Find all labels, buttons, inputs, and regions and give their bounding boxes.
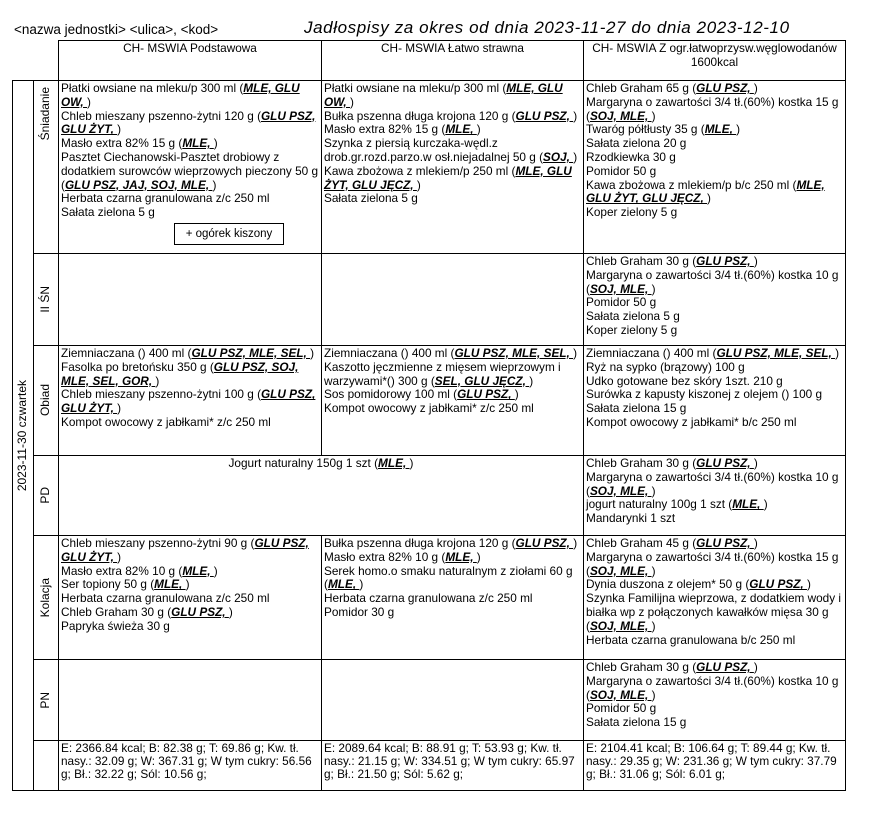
menu-item-close: ) xyxy=(835,346,840,360)
menu-item-close: ) xyxy=(753,254,758,268)
allergen-codes: SOJ, MLE, xyxy=(589,108,652,123)
menu-item-close: ) xyxy=(651,483,656,498)
allergen-codes: GLU PSZ, xyxy=(696,254,754,268)
column-header: CH- MSWIA Podstawowa xyxy=(59,41,322,81)
meal-label: II ŚN xyxy=(38,286,53,313)
menu-item-text: Bułka pszenna długa krojona 120 g ( xyxy=(324,108,516,123)
meal-label-cell xyxy=(34,660,59,741)
menu-item-close: ) xyxy=(416,177,421,192)
menu-item xyxy=(61,606,319,620)
menu-item-text: Fasolka po bretońsku 350 g ( xyxy=(61,359,214,374)
menu-item-text: Chleb mieszany pszenno-żytni 100 g ( xyxy=(61,387,261,402)
menu-item xyxy=(586,537,843,551)
allergen-codes: GLU PSZ, xyxy=(696,536,754,550)
allergen-codes: GLU PSZ, xyxy=(171,604,229,619)
menu-items xyxy=(586,82,843,220)
unit-header: <nazwa jednostki> <ulica>, <kod> xyxy=(14,22,219,37)
menu-item-text: Surówka z kapusty kiszonej z olejem () 100 g xyxy=(586,387,823,402)
menu-item xyxy=(61,592,319,606)
menu-cell xyxy=(322,81,584,254)
menu-item-text: Chleb Graham 65 g ( xyxy=(586,81,697,95)
menu-item-text: Ziemniaczana () 400 ml ( xyxy=(586,346,717,360)
menu-item xyxy=(586,661,843,675)
menu-item xyxy=(586,675,843,703)
meal-row-afternoon-snack xyxy=(13,456,846,536)
menu-item-text: Sos pomidorowy 100 ml ( xyxy=(324,387,458,402)
menu-item xyxy=(586,498,843,512)
menu-item-text: Płatki owsiane na mleku/p 300 ml ( xyxy=(324,81,507,95)
menu-item xyxy=(586,702,843,716)
meal-label-cell xyxy=(34,81,59,254)
menu-items xyxy=(324,82,581,206)
menu-item-text: Sałata zielona 20 g xyxy=(586,136,687,151)
menu-item xyxy=(324,551,581,565)
allergen-codes: MLE, xyxy=(704,122,737,137)
menu-item-close: ) xyxy=(213,136,218,151)
menu-item-merged: Jogurt naturalny 150g 1 szt (MLE, ) xyxy=(228,456,414,470)
menu-item xyxy=(61,620,319,634)
menu-item xyxy=(586,151,843,165)
allergen-codes: GLU PSZ, xyxy=(696,81,754,95)
menu-item-text: Sałata zielona 15 g xyxy=(586,401,687,416)
menu-item-close: ) xyxy=(117,122,122,137)
menu-item-text: Szynka Familijna wieprzowa, z dodatkiem wody i białka wp z połączonych kawałków mięsa 30 g ( xyxy=(586,591,842,633)
menu-item-close: ) xyxy=(350,94,354,109)
menu-item xyxy=(586,269,843,297)
menu-item-close: ) xyxy=(359,577,364,592)
menu-item xyxy=(324,592,581,606)
allergen-codes: GLU PSZ, SOJ, MLE, SEL, GOR, xyxy=(61,359,299,388)
menu-cell xyxy=(59,660,322,741)
menu-item-text: Herbata czarna granulowana b/c 250 ml xyxy=(586,632,796,647)
allergen-codes: SOJ, MLE, xyxy=(589,281,652,296)
menu-item-text: Herbata czarna granulowana z/c 250 ml xyxy=(61,191,270,206)
menu-item-text: Koper zielony 5 g xyxy=(586,322,678,337)
menu-item xyxy=(61,537,319,565)
menu-item-text: Twaróg półtłusty 35 g ( xyxy=(586,122,705,137)
allergen-codes: GLU PSZ, MLE, SEL, xyxy=(191,346,311,360)
allergen-codes: MLE, xyxy=(182,563,214,578)
menu-item-text: Chleb Graham 30 g ( xyxy=(586,660,697,674)
menu-item-close: ) xyxy=(753,536,758,550)
header-empty-cell xyxy=(13,41,59,81)
menu-item-close: ) xyxy=(213,563,218,578)
menu-item-text: Chleb Graham 30 g ( xyxy=(61,604,172,619)
menu-items xyxy=(586,537,843,647)
menu-item-close: ) xyxy=(476,549,481,564)
menu-item xyxy=(586,592,843,633)
menu-item xyxy=(324,606,581,620)
meal-label: Kolacja xyxy=(38,577,53,618)
menu-item xyxy=(586,82,843,96)
menu-item-close: ) xyxy=(212,177,217,192)
menu-item-text: Chleb Graham 30 g ( xyxy=(586,456,697,470)
menu-item-close: ) xyxy=(185,577,190,592)
menu-item-close: ) xyxy=(736,122,741,137)
menu-item-close: ) xyxy=(228,604,233,619)
date-cell xyxy=(13,81,34,791)
menu-items xyxy=(61,82,319,220)
menu-item-text: Masło extra 82% 15 g ( xyxy=(324,122,446,137)
menu-item-text: Herbata czarna granulowana z/c 250 ml xyxy=(61,591,270,606)
allergen-codes: MLE, xyxy=(732,497,764,512)
menu-cell xyxy=(322,660,584,741)
date-label: 2023-11-30 czwartek xyxy=(15,379,30,492)
menu-item xyxy=(586,179,843,207)
meal-row-dinner xyxy=(13,536,846,660)
menu-item-text: Rzodkiewka 30 g xyxy=(586,149,676,164)
menu-item-close: ) xyxy=(707,191,711,206)
menu-item xyxy=(586,123,843,137)
menu-item-text: Margaryna o zawartości 3/4 tł.(60%) kostka 10 g ( xyxy=(586,673,839,702)
menu-cell xyxy=(322,254,584,346)
handwritten-note-box: + ogórek kiszony xyxy=(174,223,284,245)
allergen-codes: GLU PSZ, xyxy=(749,577,807,592)
menu-item-text: Papryka świeża 30 g xyxy=(61,618,170,633)
menu-item-close: ) xyxy=(651,108,656,123)
menu-item xyxy=(324,137,581,165)
meal-label-cell xyxy=(34,346,59,456)
menu-cell xyxy=(584,346,846,456)
menu-item-text: Masło extra 82% 15 g ( xyxy=(61,136,183,151)
menu-item xyxy=(586,255,843,269)
menu-item xyxy=(61,82,319,110)
menu-item-text: Mandarynki 1 szt xyxy=(586,511,676,526)
menu-item-text: Koper zielony 5 g xyxy=(586,205,678,220)
menu-item xyxy=(324,388,581,402)
menu-item xyxy=(324,565,581,593)
allergen-codes: SEL, GLU JĘCZ, xyxy=(434,373,530,388)
allergen-codes: GLU PSZ, xyxy=(457,387,515,402)
menu-item-text: Chleb Graham 45 g ( xyxy=(586,536,697,550)
menu-item-close: ) xyxy=(573,149,578,164)
menu-item-close: ) xyxy=(529,373,534,388)
menu-item-text: Dynia duszona z olejem* 50 g ( xyxy=(586,577,750,592)
meal-label-cell xyxy=(34,536,59,660)
menu-item xyxy=(586,551,843,579)
menu-items xyxy=(586,661,843,730)
menu-cell xyxy=(584,660,846,741)
menu-item-text: Płatki owsiane na mleku/p 300 ml ( xyxy=(61,81,244,95)
menu-item xyxy=(324,110,581,124)
menu-items xyxy=(586,457,843,526)
menu-item-close: ) xyxy=(651,281,656,296)
menu-item xyxy=(324,347,581,361)
menu-item-close: ) xyxy=(117,401,122,416)
menu-item-text: Pomidor 30 g xyxy=(324,604,395,619)
menu-item-text: Masło extra 82% 10 g ( xyxy=(61,563,183,578)
menu-item xyxy=(61,578,319,592)
menu-item xyxy=(324,123,581,137)
menu-period-title: Jadłospisy za okres od dnia 2023-11-27 do dnia 2023-12-10 xyxy=(304,18,790,37)
menu-item xyxy=(586,402,843,416)
menu-item xyxy=(586,165,843,179)
meal-label: Śniadanie xyxy=(38,87,53,141)
menu-item-text: Sałata zielona 5 g xyxy=(324,191,418,206)
allergen-codes: GLU PSZ, MLE, SEL, xyxy=(716,346,836,360)
menu-items xyxy=(61,537,319,634)
menu-item xyxy=(61,388,319,416)
menu-table xyxy=(12,40,846,791)
menu-items xyxy=(61,347,319,430)
menu-item-close: ) xyxy=(117,549,122,564)
meal-label-cell xyxy=(34,456,59,536)
meal-row-lunch xyxy=(13,346,846,456)
menu-items xyxy=(586,347,843,430)
menu-item xyxy=(324,537,581,551)
allergen-codes: SOJ, MLE, xyxy=(589,687,652,702)
menu-item-text: Margaryna o zawartości 3/4 tł.(60%) kostka 15 g ( xyxy=(586,549,839,578)
menu-item-text: Pomidor 50 g xyxy=(586,295,657,310)
menu-item xyxy=(61,565,319,579)
allergen-codes: MLE, xyxy=(445,549,477,564)
menu-item xyxy=(586,347,843,361)
menu-item-text: Ziemniaczana () 400 ml ( xyxy=(324,346,455,360)
allergen-codes: SOJ, MLE, xyxy=(589,563,652,578)
menu-item xyxy=(61,416,319,430)
allergen-codes: MLE, GLU ŻYT, GLU JĘCZ, xyxy=(586,177,825,206)
meal-label: Obiad xyxy=(38,384,53,417)
meal-row-second-breakfast xyxy=(13,254,846,346)
menu-item-text: Sałata zielona 15 g xyxy=(586,715,687,730)
menu-item-text: Chleb mieszany pszenno-żytni 120 g ( xyxy=(61,108,261,123)
meal-label-cell xyxy=(34,254,59,346)
menu-item-text: Kaszotto jęczmienne z mięsem wieprzowym i warzywami*() 300 g ( xyxy=(324,359,561,388)
menu-item-close: ) xyxy=(753,456,758,470)
allergen-codes: SOJ, MLE, xyxy=(589,483,652,498)
menu-item-close: ) xyxy=(87,94,91,109)
menu-item-text: Margaryna o zawartości 3/4 tł.(60%) kostka 15 g ( xyxy=(586,94,839,123)
menu-item-text: Margaryna o zawartości 3/4 tł.(60%) kostka 10 g ( xyxy=(586,469,839,498)
column-header: CH- MSWIA Łatwo strawna xyxy=(322,41,584,81)
menu-item-text: Chleb Graham 30 g ( xyxy=(586,254,697,268)
menu-item-text: Szynka z piersią kurczaka-wędl.z drob.gr.rozd.parzo.w osł.niejadalnej 50 g ( xyxy=(324,136,544,164)
menu-item-close: ) xyxy=(514,387,519,402)
menu-item xyxy=(586,512,843,526)
menu-item-text: Chleb mieszany pszenno-żytni 90 g ( xyxy=(61,536,255,550)
menu-item xyxy=(586,206,843,220)
menu-item-close: ) xyxy=(573,536,578,550)
allergen-codes: GLU PSZ, xyxy=(696,660,754,674)
allergen-codes: SOJ, MLE, xyxy=(589,618,652,633)
menu-cell xyxy=(584,456,846,536)
menu-item xyxy=(586,416,843,430)
menu-item xyxy=(586,457,843,471)
nutrition-summary: E: 2366.84 kcal; B: 82.38 g; T: 69.86 g; Kw. tł. nasy.: 32.09 g; W: 367.31 g; W tym cukry: 56.56 g; Bł.: 32.22 g; Sól: 10.56 g; xyxy=(59,741,322,791)
nutrition-summary: E: 2104.41 kcal; B: 106.64 g; T: 89.44 g; Kw. tł. nasy.: 29.35 g; W: 231.36 g; W tym cukry: 37.79 g; Bł.: 31.06 g; Sól: 6.01 g; xyxy=(584,741,846,791)
menu-item xyxy=(61,192,319,206)
menu-item-text: Sałata zielona 5 g xyxy=(61,205,155,220)
menu-item xyxy=(61,110,319,138)
menu-item-close: ) xyxy=(155,373,160,388)
menu-item-close: ) xyxy=(573,108,578,123)
menu-item xyxy=(586,137,843,151)
menu-item-close: ) xyxy=(763,497,768,512)
allergen-codes: SOJ, xyxy=(543,149,574,164)
meal-label: PN xyxy=(38,691,53,709)
menu-item xyxy=(61,151,319,192)
menu-item-text: jogurt naturalny 100g 1 szt ( xyxy=(586,497,733,512)
allergen-codes: GLU PSZ, GLU ŻYT, xyxy=(61,387,316,416)
menu-items xyxy=(324,537,581,620)
allergen-codes: MLE, xyxy=(154,577,186,592)
menu-cell xyxy=(59,536,322,660)
allergen-codes: MLE, GLU ŻYT, GLU JĘCZ, xyxy=(324,163,572,192)
menu-item-close: ) xyxy=(806,577,811,592)
menu-item xyxy=(324,361,581,389)
meal-row-evening-snack xyxy=(13,660,846,741)
menu-item xyxy=(586,324,843,338)
menu-item xyxy=(586,96,843,124)
allergen-codes: GLU PSZ, xyxy=(696,456,754,470)
menu-item-text: Ziemniaczana () 400 ml ( xyxy=(61,346,192,360)
menu-item-text: Masło extra 82% 10 g ( xyxy=(324,549,446,564)
menu-item-text: Sałata zielona 5 g xyxy=(586,309,680,324)
menu-item xyxy=(586,361,843,375)
menu-item-text: Bułka pszenna długa krojona 120 g ( xyxy=(324,536,516,550)
allergen-codes: MLE, xyxy=(182,136,214,151)
menu-item xyxy=(586,310,843,324)
menu-item-close: ) xyxy=(476,122,481,137)
allergen-codes: GLU PSZ, GLU ŻYT, xyxy=(61,108,316,137)
nutrition-summary: E: 2089.64 kcal; B: 88.91 g; T: 53.93 g; Kw. tł. nasy.: 21.15 g; W: 334.51 g; W tym cukry: 65.97 g; Bł.: 21.50 g; Sól: 5.62 g; xyxy=(322,741,584,791)
menu-cell xyxy=(322,536,584,660)
menu-cell xyxy=(322,346,584,456)
meal-label: PD xyxy=(38,487,53,504)
menu-cell xyxy=(584,536,846,660)
menu-item-text: Ser topiony 50 g ( xyxy=(61,577,155,592)
menu-item-close: ) xyxy=(651,563,656,578)
menu-item-close: ) xyxy=(573,346,578,360)
menu-item xyxy=(586,296,843,310)
menu-item-text: Kawa zbożowa z mlekiem/p b/c 250 ml ( xyxy=(586,177,797,192)
menu-item-close: ) xyxy=(310,346,315,360)
allergen-codes: GLU PSZ, MLE, SEL, xyxy=(454,346,574,360)
menu-item-text: Udko gotowane bez skóry 1szt. 210 g xyxy=(586,373,783,388)
menu-item xyxy=(324,165,581,193)
allergen-codes: MLE, xyxy=(327,577,360,592)
column-header-row xyxy=(13,41,846,81)
menu-item xyxy=(61,347,319,361)
menu-cell xyxy=(59,254,322,346)
menu-item xyxy=(61,206,319,220)
menu-item-text: Margaryna o zawartości 3/4 tł.(60%) kostka 10 g ( xyxy=(586,267,839,296)
column-header: CH- MSWIA Z ogr.łatwoprzysw.węglowodanów 1600kcal xyxy=(584,41,846,81)
menu-items xyxy=(586,255,843,338)
menu-item-text: Pomidor 50 g xyxy=(586,701,657,716)
menu-cell xyxy=(59,346,322,456)
menu-item xyxy=(586,471,843,499)
allergen-codes: GLU PSZ, JAJ, SOJ, MLE, xyxy=(64,177,213,192)
meal-row-breakfast xyxy=(13,81,846,254)
menu-item-text: Ryż na sypko (brązowy) 100 g xyxy=(586,359,745,374)
menu-item xyxy=(324,82,581,110)
allergen-codes: MLE, GLU OW, xyxy=(61,81,300,109)
menu-item xyxy=(586,388,843,402)
menu-item-text: Kompot owocowy z jabłkami* z/c 250 ml xyxy=(61,414,271,429)
allergen-codes: GLU PSZ, GLU ŻYT, xyxy=(61,536,309,564)
menu-item-close: ) xyxy=(651,687,656,702)
menu-item-text: Pomidor 50 g xyxy=(586,163,657,178)
menu-cell-merged xyxy=(59,456,584,536)
menu-item-text: Herbata czarna granulowana z/c 250 ml xyxy=(324,591,533,606)
menu-cell xyxy=(584,81,846,254)
menu-item-text: Kawa zbożowa z mlekiem/p 250 ml ( xyxy=(324,163,516,178)
menu-item xyxy=(586,375,843,389)
menu-item xyxy=(61,361,319,389)
menu-item xyxy=(586,634,843,648)
menu-cell xyxy=(584,254,846,346)
menu-item xyxy=(586,716,843,730)
menu-item xyxy=(324,192,581,206)
menu-item-text: Kompot owocowy z jabłkami* b/c 250 ml xyxy=(586,414,797,429)
allergen-codes: MLE, GLU OW, xyxy=(324,81,563,109)
allergen-codes: GLU PSZ, xyxy=(515,536,574,550)
menu-item-text: Pasztet Ciechanowski-Pasztet drobiowy z dodatkiem surowców wieprzowych pieczony 50 g ( xyxy=(61,149,319,192)
nutrition-label-cell xyxy=(34,741,59,791)
menu-item-close: ) xyxy=(753,81,758,95)
menu-item xyxy=(586,578,843,592)
menu-item-text: Kompot owocowy z jabłkami* z/c 250 ml xyxy=(324,401,534,416)
menu-item xyxy=(324,402,581,416)
menu-item-close: ) xyxy=(753,660,758,674)
nutrition-row xyxy=(13,741,846,791)
menu-item xyxy=(61,137,319,151)
allergen-codes: MLE, xyxy=(445,122,477,137)
menu-item-close: ) xyxy=(651,618,656,633)
allergen-codes: GLU PSZ, xyxy=(515,108,574,123)
menu-items xyxy=(324,347,581,416)
menu-item-text: Serek homo.o smaku naturalnym z ziołami 60 g ( xyxy=(324,563,573,592)
